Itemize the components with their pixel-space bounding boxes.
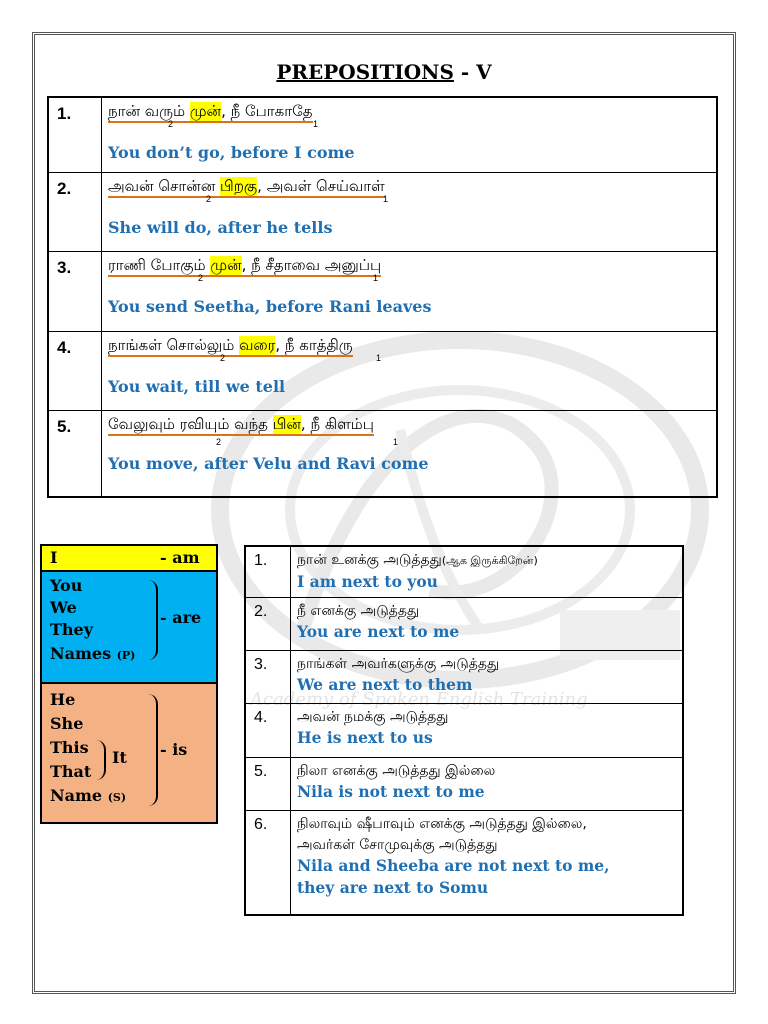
table-row (245, 758, 683, 811)
row-content (291, 651, 684, 704)
order-marker: 1 (376, 352, 382, 363)
pronoun-they: They (50, 620, 94, 639)
order-marker: 2 (220, 352, 226, 363)
row-content (102, 331, 718, 410)
tamil-sentence: நிலாவும் ஷீபாவும் எனக்கு அடுத்தது இல்லை, (297, 816, 587, 832)
tamil-sentence: நாங்கள் அவர்களுக்கு அடுத்தது (297, 656, 500, 672)
singular-mark: (S) (107, 791, 127, 804)
order-marker: 1 (373, 272, 379, 283)
row-content (291, 546, 684, 598)
english-translation: She will do, after he tells (108, 217, 333, 237)
english-translation: You wait, till we tell (108, 376, 286, 396)
row-number: 6. (245, 811, 291, 915)
tamil-sentence: வேலுவும் ரவியும் வந்த பின், நீ கிளம்பு (108, 413, 374, 435)
english-translation: We are next to them (297, 675, 473, 694)
order-marker: 2 (198, 272, 204, 283)
english-translation: You are next to me (297, 622, 460, 641)
english-translation: Nila and Sheeba are not next to me, (297, 856, 610, 875)
row-number: 3. (48, 251, 102, 331)
verb-is: - is (160, 740, 188, 759)
title-suffix: - V (453, 60, 492, 84)
english-translation: I am next to you (297, 572, 438, 591)
brace-icon (96, 740, 106, 780)
verb-am: - am (160, 548, 200, 567)
pronoun-name: Name (50, 786, 103, 805)
brace-icon (148, 580, 158, 660)
brace-icon (148, 694, 158, 806)
tamil-sentence: நிலா எனக்கு அடுத்தது இல்லை (297, 763, 496, 779)
table-row (48, 97, 717, 172)
tamil-sentence: நாங்கள் சொல்லும் வரை, நீ காத்திரு (108, 334, 353, 356)
order-marker: 2 (206, 193, 212, 204)
row-number: 1. (48, 97, 102, 172)
order-marker: 1 (393, 436, 399, 447)
row-content (291, 704, 684, 758)
table-row (245, 546, 683, 598)
pronoun-you: You (50, 576, 83, 595)
row-number: 2. (48, 172, 102, 251)
prepositions-table (47, 96, 718, 498)
page-title (0, 60, 768, 84)
tamil-sentence: அவன் சொன்ன பிறகு, அவள் செய்வாள் (108, 175, 385, 197)
pronoun-he: He (50, 690, 76, 709)
am-row (42, 546, 216, 572)
row-content (102, 97, 718, 172)
table-row (48, 410, 717, 497)
row-number: 5. (245, 758, 291, 811)
english-translation: You move, after Velu and Ravi come (108, 453, 429, 473)
tamil-sentence: நீ எனக்கு அடுத்தது (297, 603, 420, 619)
order-marker: 2 (216, 436, 222, 447)
tamil-note: (ஆக இருக்கிறேன்) (441, 554, 538, 567)
row-content (291, 811, 684, 915)
english-translation: You send Seetha, before Rani leaves (108, 296, 432, 316)
english-translation-line2: they are next to Somu (297, 878, 489, 897)
tamil-sentence: நான் உனக்கு அடுத்தது (297, 552, 442, 568)
table-row (245, 811, 683, 915)
table-row (48, 172, 717, 251)
order-marker: 1 (383, 193, 389, 204)
verb-are: - are (160, 608, 202, 627)
row-content (102, 251, 718, 331)
title-main: PREPOSITIONS (276, 60, 454, 84)
row-number: 4. (48, 331, 102, 410)
english-translation: He is next to us (297, 728, 433, 747)
table-row (48, 251, 717, 331)
table-row (245, 651, 683, 704)
row-number: 5. (48, 410, 102, 497)
row-content (291, 598, 684, 651)
tamil-sentence: அவன் நமக்கு அடுத்தது (297, 709, 449, 725)
table-row (245, 704, 683, 758)
row-number: 1. (245, 546, 291, 598)
row-content (102, 410, 718, 497)
pronoun-that: That (50, 762, 92, 781)
row-number: 3. (245, 651, 291, 704)
plural-mark: (P) (116, 649, 136, 662)
table-row (245, 598, 683, 651)
tamil-sentence: ராணி போகும் முன், நீ சீதாவை அனுப்பு (108, 254, 381, 276)
row-content (291, 758, 684, 811)
table-row (48, 331, 717, 410)
pronoun-names: Names (50, 644, 112, 663)
row-number: 2. (245, 598, 291, 651)
is-row (42, 684, 216, 822)
row-number: 4. (245, 704, 291, 758)
pronoun-she: She (50, 714, 84, 733)
verb-be-table (40, 544, 218, 824)
english-translation: Nila is not next to me (297, 782, 485, 801)
examples-table (244, 545, 684, 916)
pronoun-it: It (112, 748, 127, 767)
row-content (102, 172, 718, 251)
tamil-sentence-line2: அவர்கள் சோமுவுக்கு அடுத்தது (297, 837, 498, 853)
are-row (42, 572, 216, 684)
pronoun-this: This (50, 738, 89, 757)
order-marker: 2 (168, 119, 174, 129)
svg-text:Academy of Spoken English Trai: Academy of Spoken English Training (250, 689, 588, 710)
pronoun-we: We (50, 598, 77, 617)
english-translation: You don’t go, before I come (108, 143, 355, 162)
order-marker: 1 (313, 119, 319, 129)
tamil-sentence: நான் வரும் முன், நீ போகாதே (108, 100, 313, 122)
pronoun-i: I (50, 548, 58, 567)
